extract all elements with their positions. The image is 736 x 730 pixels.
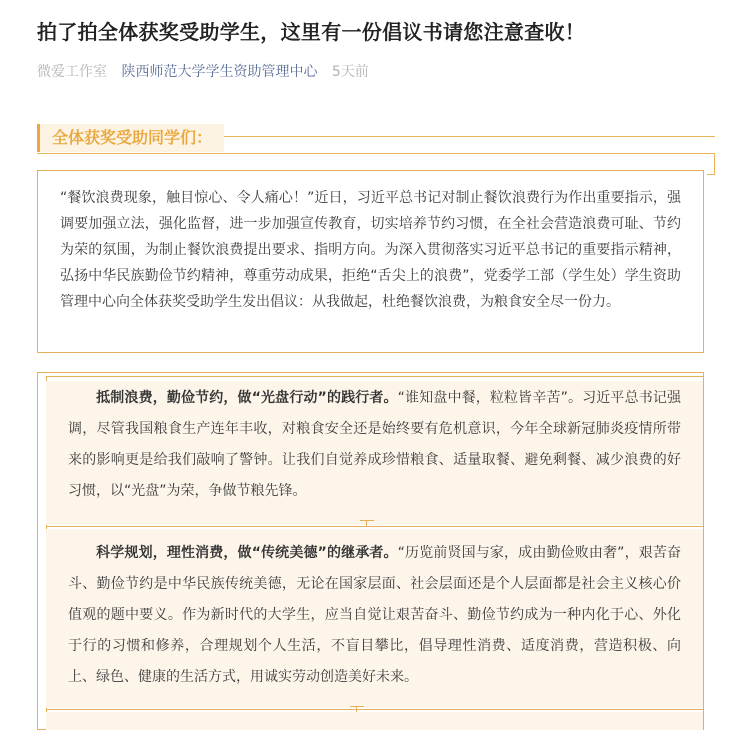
intro-paragraph-box	[37, 170, 704, 353]
account-link[interactable]: 陕西师范大学学生资助管理中心	[121, 64, 318, 80]
author-name: 微爱工作室	[37, 64, 107, 80]
header-corner-deco	[714, 153, 715, 175]
proposal-divider-2	[46, 709, 703, 710]
header-rule-bottom	[37, 153, 715, 154]
header-corner-deco-tail	[707, 174, 715, 175]
proposal-1-body: “谁知盘中餐，粒粒皆辛苦”。习近平总书记强调，尽管我国粮食生产连年丰收，对粮食安全还是始终要有危机意识，今年全球新冠肺炎疫情所带来的影响更是给我们敲响了警钟。让我们自觉养成珍惜粮食、适量取餐、避免剩餐、减少浪费的好习惯，以“光盘”为荣，争做节粮先锋。	[68, 390, 681, 499]
proposal-1	[46, 381, 703, 525]
publish-time: 5天前	[331, 64, 369, 80]
proposal-3-partial	[46, 712, 703, 730]
panel-inner-top-rule	[46, 376, 704, 377]
proposal-2	[46, 529, 703, 708]
section-header	[37, 124, 715, 154]
proposal-2-body: “历览前贤国与家，成由勤俭败由奢”，艰苦奋斗、勤俭节约是中华民族传统美德，无论在国家层面、社会层面还是个人层面都是社会主义核心价值观的题中要义。作为新时代的大学生，应当自觉让艰苦奋斗、勤俭节约成为一种内化于心、外化于行的习惯和修养，合理规划个人生活，不盲目攀比，倡导理性消费、适度消费，营造积极、向上、绿色、健康的生活方式，用诚实劳动创造美好未来。	[68, 545, 681, 685]
intro-paragraph: “餐饮浪费现象，触目惊心、令人痛心！”近日，习近平总书记对制止餐饮浪费行为作出重要指示，强调要加强立法，强化监督，进一步加强宣传教育，切实培养节约习惯，在全社会营造浪费可耻、节约为荣的氛围，为制止餐饮浪费提出要求、指明方向。为深入贯彻落实习近平总书记的重要指示精神，弘扬中华民族勤俭节约精神，尊重劳动成果，拒绝“舌尖上的浪费”，党委学工部（学生处）学生资助管理中心向全体获奖受助学生发出倡议：从我做起，杜绝餐饮浪费，为粮食安全尽一份力。	[60, 190, 681, 310]
article-title: 拍了拍全体获奖受助学生，这里有一份倡议书请您注意查收！	[37, 20, 586, 44]
proposal-2-heading: 科学规划，理性消费，做“传统美德”的继承者。	[96, 545, 398, 561]
proposal-1-heading: 抵制浪费，勤俭节约，做“光盘行动”的践行者。	[96, 390, 398, 406]
divider-tick-1	[360, 520, 374, 527]
section-header-label: 全体获奖受助同学们：	[37, 124, 224, 152]
proposal-divider-1	[46, 526, 703, 527]
article-meta	[37, 62, 379, 82]
